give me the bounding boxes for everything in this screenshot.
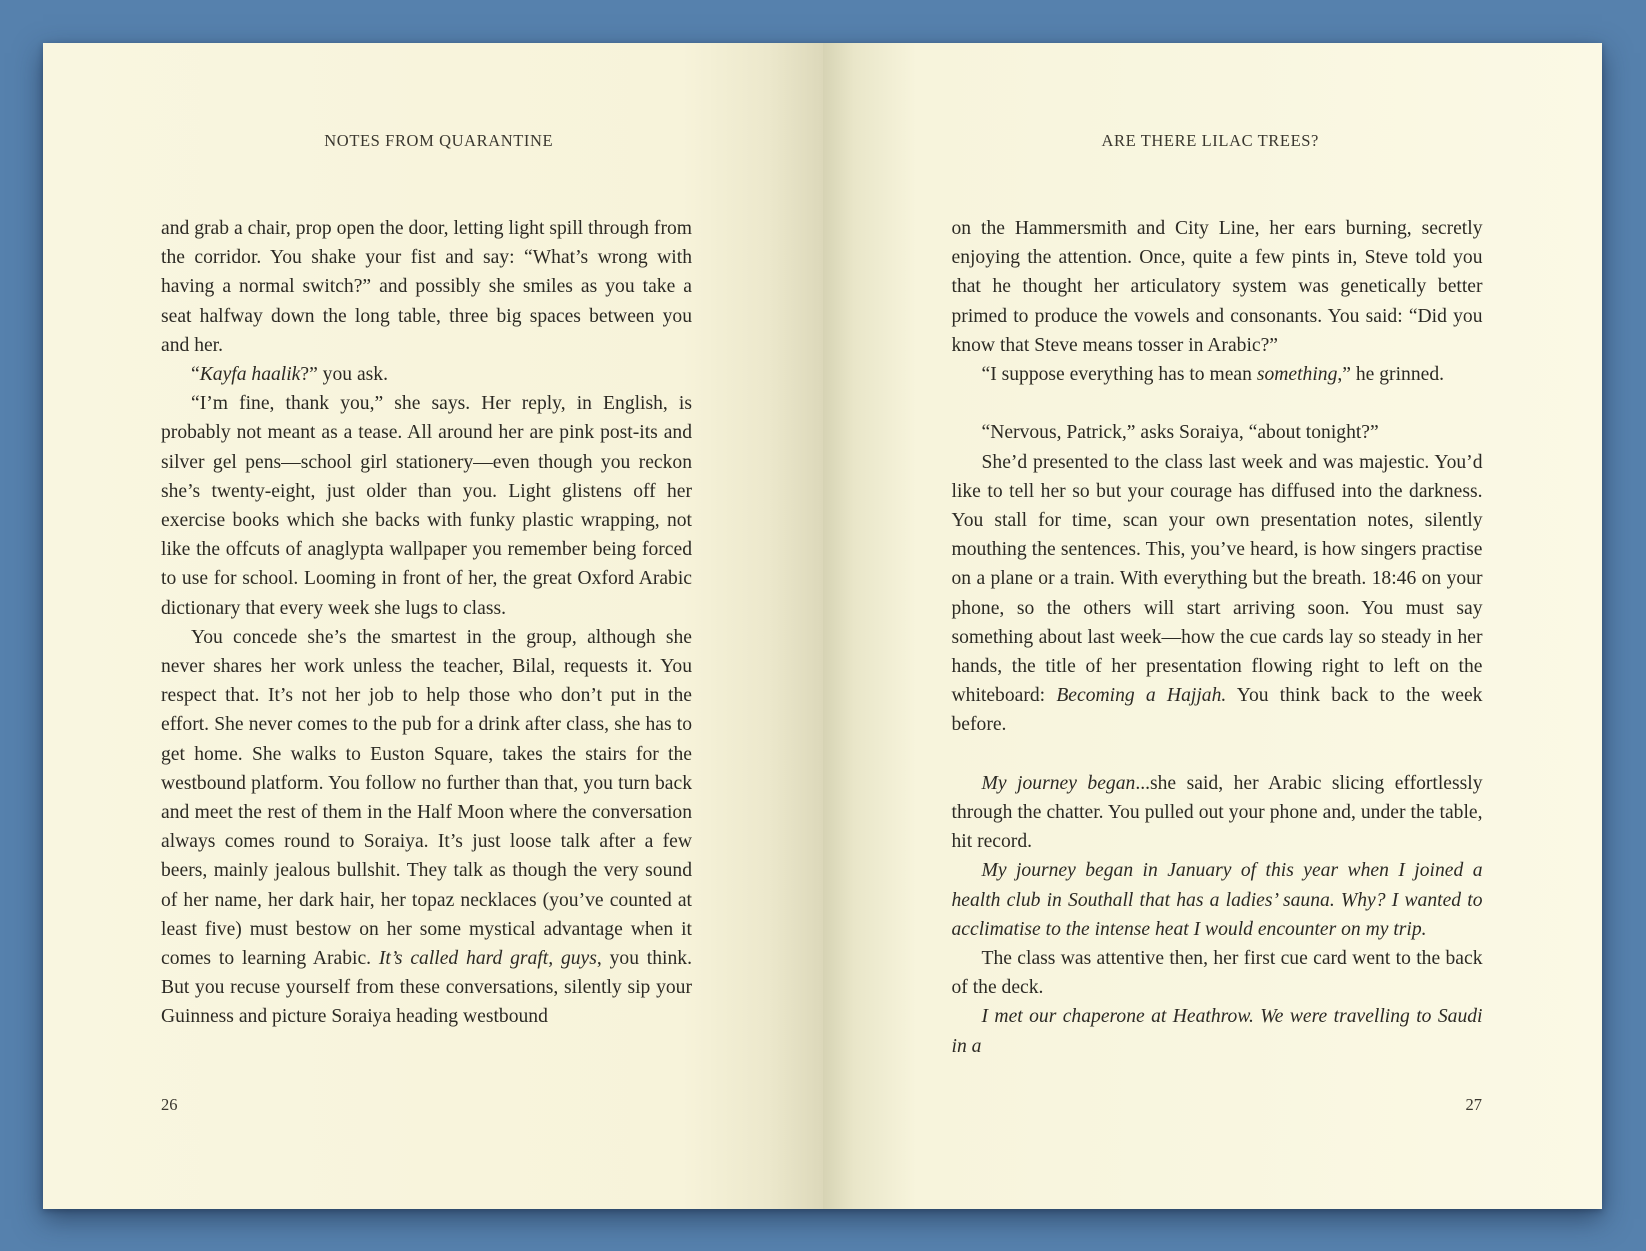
left-page-text — [161, 214, 692, 1032]
left-page — [43, 43, 823, 1209]
paragraph: She’d presented to the class last week and was majestic. You’d like to tell her so but your courage has diffused into the darkness. You stall for time, scan your own presentation notes, silently mouthing the sentences. This, you’ve heard, is how singers practise on a plane or a train. With everything but the breath. 18:46 on your phone, so the others will start arriving soon. You must say something about last week—how the cue cards lay so steady in her hands, the title of her presentation flowing right to left on the whiteboard: Becoming a Hajjah. You think back to the week before. — [951, 451, 1483, 736]
paragraph: The class was attentive then, her first cue card went to the back of the deck. — [951, 948, 1483, 999]
right-page-text — [952, 214, 1483, 1061]
paragraph: My journey began in January of this year when I joined a health club in Southall that has a ladies’ sauna. Why? I wanted to acclimatise to the intense heat I would encounter on my trip. — [951, 860, 1483, 940]
paragraph: “Nervous, Patrick,” asks Soraiya, “about tonight?” — [981, 422, 1379, 444]
paragraph: “I suppose everything has to mean something,” he grinned. — [981, 364, 1445, 386]
page-number-right: 27 — [1465, 1095, 1482, 1114]
book-spread — [43, 43, 1602, 1209]
right-page — [823, 43, 1603, 1209]
running-head-right: ARE THERE LILAC TREES? — [1101, 131, 1319, 150]
paragraph: and grab a chair, prop open the door, letting light spill through from the corridor. You shake your fist and say: “What’s wrong with having a normal switch?” and possibly she smiles as you take a seat halfway down the long table, three big spaces between you and her. — [161, 218, 692, 356]
paragraph: “I’m fine, thank you,” she says. Her reply, in English, is probably not meant as a tease. All around her are pink post-its and silver gel pens—school girl stationery—even though you reckon she’s twenty-eight, just older than you. Light glistens off her exercise books which she backs with funky plastic wrapping, not like the offcuts of anaglypta wallpaper you remember being forced to use for school. Looming in front of her, the great Oxford Arabic dictionary that every week she lugs to class. — [161, 393, 692, 619]
page-number-left: 26 — [161, 1095, 178, 1114]
paragraph: on the Hammersmith and City Line, her ears burning, secretly enjoying the attention. Once, quite a few pints in, Steve told you that he thought her articulatory system was genetically better primed to produce the vowels and consonants. You said: “Did you know that Steve means tosser in Arabic?” — [951, 218, 1483, 356]
paragraph: “Kayfa haalik?” you ask. — [191, 364, 388, 386]
paragraph: My journey began...she said, her Arabic slicing effortlessly through the chatter. You pulled out your phone and, under the table, hit record. — [951, 772, 1483, 853]
paragraph: You concede she’s the smartest in the group, although she never shares her work unless the teacher, Bilal, requests it. You respect that. It’s not her job to help those who don’t put in the effort. She never comes to the pub for a drink after class, she has to get home. She walks to Euston Square, takes the stairs for the westbound platform. You follow no further than that, you turn back and meet the rest of them in the Half Moon where the conversation always comes round to Soraiya. It’s just loose talk after a few beers, mainly jealous bullshit. They talk as though the very sound of her name, her dark hair, her topaz necklaces (you’ve counted at least five) must bestow on her some mystical advantage when it comes to learning Arabic. It’s called hard graft, guys, you think. But you recuse yourself from these conversations, silently sip your Guinness and picture Soraiya heading westbound — [161, 626, 692, 1028]
running-head-left: NOTES FROM QUARANTINE — [324, 131, 554, 150]
paragraph: I met our chaperone at Heathrow. We were travelling to Saudi in a — [951, 1006, 1483, 1057]
